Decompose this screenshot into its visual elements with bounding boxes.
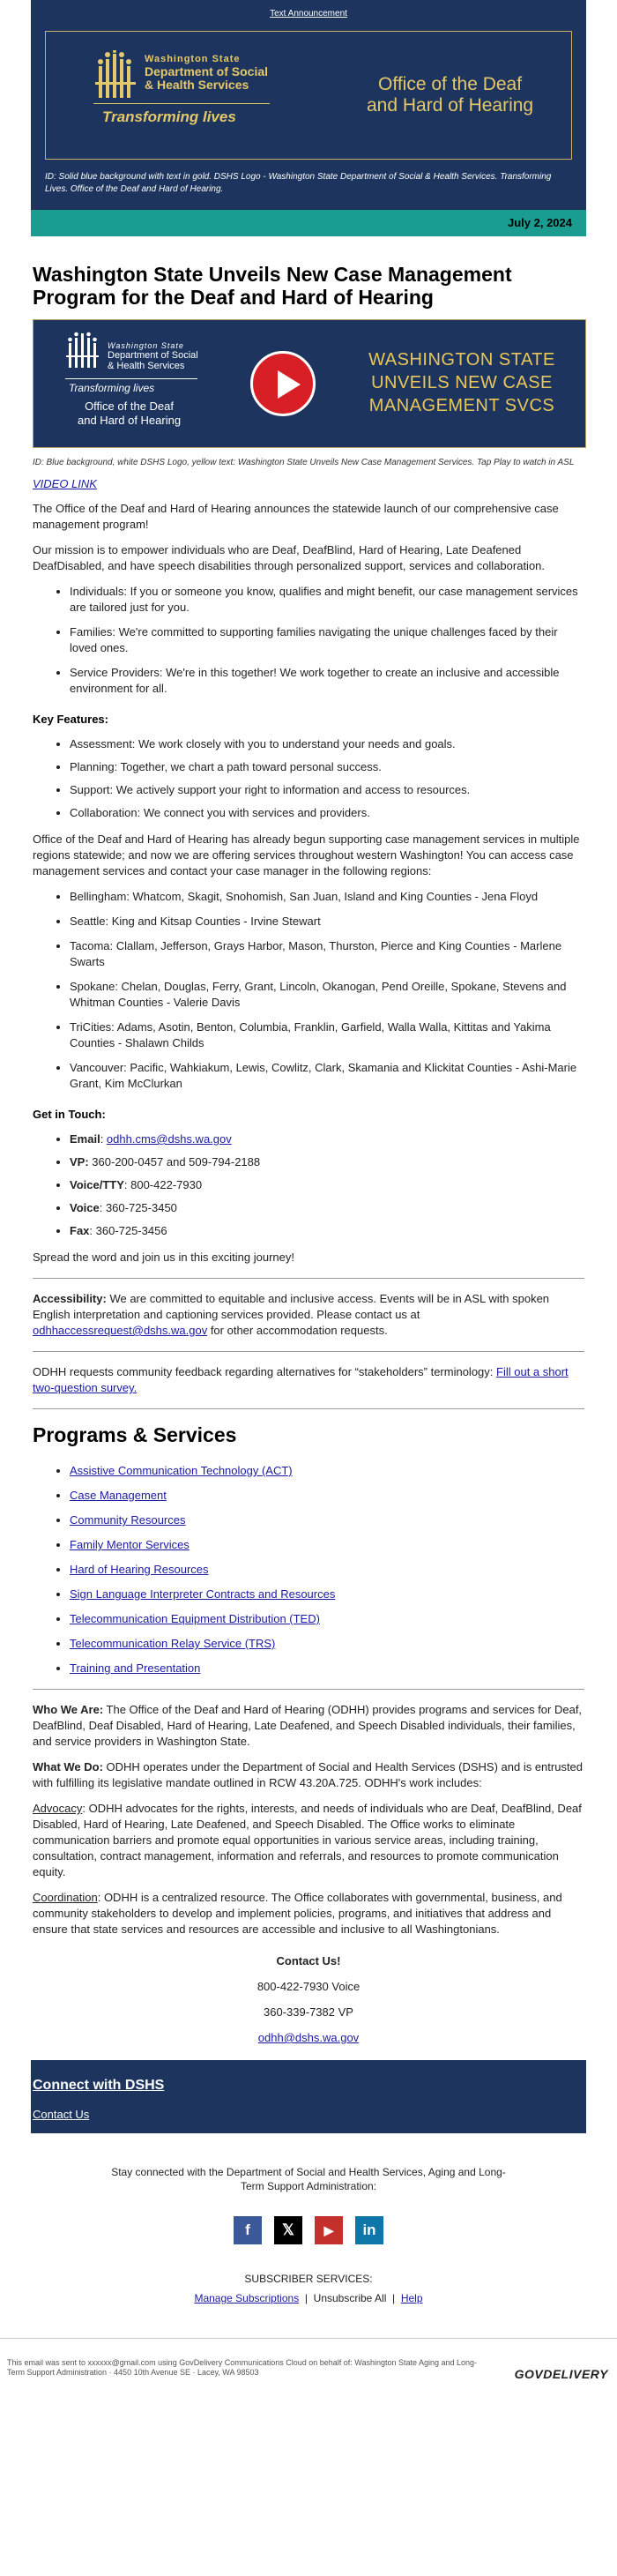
regions-list bbox=[33, 889, 584, 1092]
contact-us-heading bbox=[33, 1953, 584, 1969]
video-logo-line2: Department of Social bbox=[108, 350, 198, 361]
contact-us-email-link[interactable]: odhh@dshs.wa.gov bbox=[257, 2031, 360, 2044]
list-item bbox=[70, 1636, 584, 1652]
list-item: • Vancouver: Pacific, Wahkiakum, Lewis, Cowlitz, Clark, Skamania and Klickitat Counties - Ashi-Marie Grant, Kim McClurkan bbox=[70, 1060, 584, 1092]
list-item: • Planning: Together, we chart a path toward personal success. bbox=[70, 759, 584, 775]
issue-date: July 2, 2024 bbox=[508, 216, 572, 229]
logo-divider bbox=[93, 103, 270, 104]
connect-section bbox=[31, 2060, 586, 2133]
unsubscribe-all-link[interactable]: Unsubscribe All bbox=[313, 2292, 387, 2304]
help-link[interactable]: Help bbox=[400, 2292, 423, 2304]
coordination bbox=[33, 1890, 584, 1938]
x-twitter-icon[interactable]: 𝕏 bbox=[274, 2216, 302, 2244]
list-item bbox=[70, 1488, 584, 1504]
connect-inner bbox=[31, 2078, 586, 2121]
logo-line2 bbox=[145, 65, 268, 92]
text-announcement-link[interactable]: Text Announcement bbox=[270, 9, 347, 19]
video-headline-line3: MANAGEMENT SVCS bbox=[368, 396, 555, 415]
email-container bbox=[31, 0, 586, 2133]
separator: | bbox=[301, 2292, 314, 2304]
video-dshs-emblem-icon bbox=[65, 331, 102, 371]
contact-label: Fax bbox=[70, 1224, 90, 1237]
programs-list bbox=[33, 1463, 584, 1676]
video-link[interactable]: VIDEO LINK bbox=[33, 477, 97, 490]
list-item: • Seattle: King and Kitsap Counties - Irvine Stewart bbox=[70, 914, 584, 930]
video-office-name bbox=[78, 399, 181, 428]
list-item: • Assessment: We work closely with you to understand your needs and goals. bbox=[70, 736, 584, 752]
regions-intro: Office of the Deaf and Hard of Hearing has already begun supporting case management services in multiple regions statewide; and now we are offering services throughout western Washington! You can access case management services and contact your case manager in the following regions: bbox=[33, 833, 580, 877]
contact-list bbox=[33, 1131, 584, 1239]
play-icon[interactable] bbox=[250, 351, 316, 416]
divider bbox=[33, 1408, 584, 1409]
video-image-description: ID: Blue background, white DSHS Logo, yellow text: Washington State Unveils New Case Management Services. Tap Play to watch in ASL bbox=[33, 458, 575, 467]
contact-voice-tty bbox=[70, 1177, 584, 1193]
feedback-text: ODHH requests community feedback regarding alternatives for “stakeholders” terminology: bbox=[33, 1365, 497, 1378]
video-thumbnail[interactable] bbox=[33, 319, 586, 448]
audience-list bbox=[33, 584, 584, 697]
video-office-line1: Office of the Deaf bbox=[85, 399, 174, 413]
manage-subscriptions-link[interactable]: Manage Subscriptions bbox=[194, 2292, 300, 2304]
header-banner bbox=[45, 31, 572, 160]
divider bbox=[33, 1351, 584, 1352]
youtube-icon[interactable]: ▶ bbox=[315, 2216, 343, 2244]
mission-paragraph: Our mission is to empower individuals who are Deaf, DeafBlind, Hard of Hearing, Late Deafened DeafDisabled, and have speech disabilities through personalized support, services and collaboration. bbox=[33, 543, 546, 572]
social-icons bbox=[0, 2216, 617, 2244]
office-title bbox=[367, 74, 533, 116]
stay-connected-text: Stay connected with the Department of Social and Health Services, Aging and Long-Term Support Administration: bbox=[111, 2166, 506, 2192]
video-logo-divider bbox=[65, 378, 197, 379]
logo-line2-text: Department of Social bbox=[145, 64, 269, 78]
contact-label: Email bbox=[70, 1132, 100, 1146]
video-logo-line3: & Health Services bbox=[108, 361, 185, 371]
video-logo-line1: Washington State bbox=[108, 341, 184, 350]
video-office-line2: and Hard of Hearing bbox=[78, 414, 182, 427]
divider bbox=[33, 1689, 584, 1690]
advocacy-text: : ODHH advocates for the rights, interests, and needs of individuals who are Deaf, DeafBlind, Deaf Disabled, Hard of Hearing, Late Deafened, and Speech Disabled. The Office works to eliminate communication barriers and promote equal opportunities in various service areas, including training, consultation, contract management, information and referrals, and resources to promote communication equity. bbox=[33, 1802, 582, 1878]
survey-link[interactable]: Fill out a short two-question survey. bbox=[33, 1365, 569, 1394]
contact-value: : 800-422-7930 bbox=[123, 1178, 203, 1191]
contact-label: VP: bbox=[70, 1155, 89, 1169]
list-item bbox=[70, 1537, 584, 1553]
contact-us-title: Contact Us! bbox=[276, 1954, 341, 1967]
list-item bbox=[70, 1661, 584, 1676]
accessibility-suffix: for other accommodation requests. bbox=[207, 1324, 388, 1337]
contact-email-link[interactable]: odhh.cms@dshs.wa.gov bbox=[106, 1132, 232, 1146]
programs-heading: Programs & Services bbox=[33, 1423, 237, 1446]
video-logo-lines bbox=[108, 350, 198, 371]
contact-us-email bbox=[33, 2030, 584, 2046]
connect-contact-link[interactable]: Contact Us bbox=[33, 2108, 90, 2121]
what-label: What We Do: bbox=[33, 1760, 103, 1773]
advocacy-label: Advocacy bbox=[33, 1802, 83, 1815]
video-logo-tagline: Transforming lives bbox=[69, 382, 155, 394]
who-label: Who We Are: bbox=[33, 1703, 104, 1716]
accessibility-label: Accessibility: bbox=[33, 1292, 107, 1305]
video-headline bbox=[347, 348, 576, 417]
list-item: • Families: We're committed to supporting families navigating the unique challenges faced by their loved ones. bbox=[70, 624, 584, 656]
intro-paragraph: The Office of the Deaf and Hard of Hearing announces the statewide launch of our comprehensive case management program! bbox=[33, 502, 559, 531]
logo-line3-text: & Health Services bbox=[145, 78, 249, 92]
who-we-are bbox=[33, 1702, 584, 1750]
article-title: Washington State Unveils New Case Management Program for the Deaf and Hard of Hearing bbox=[33, 263, 512, 309]
linkedin-icon[interactable]: in bbox=[355, 2216, 383, 2244]
list-item: • Spokane: Chelan, Douglas, Ferry, Grant, Lincoln, Okanogan, Pend Oreille, Spokane, Stevens and Whitman Counties - Valerie Davis bbox=[70, 979, 584, 1011]
contact-voice bbox=[70, 1200, 584, 1216]
contact-vp bbox=[70, 1154, 584, 1170]
program-link-community-resources[interactable]: Community Resources bbox=[70, 1513, 186, 1527]
text-announcement bbox=[31, 7, 586, 31]
facebook-icon[interactable]: f bbox=[234, 2216, 262, 2244]
program-link-training[interactable]: Training and Presentation bbox=[70, 1661, 201, 1675]
contact-us-vp: 360-339-7382 VP bbox=[264, 2005, 353, 2019]
program-link-hard-of-hearing[interactable]: Hard of Hearing Resources bbox=[70, 1563, 209, 1576]
sent-to-text: This email was sent to xxxxxx@gmail.com using GovDelivery Communications Cloud on behalf of: Washington State Aging and Long-Term Support Administration · 4450 10th Avenue SE · Lacey, WA 98503 bbox=[7, 2358, 478, 2377]
header-section bbox=[31, 0, 586, 210]
divider bbox=[33, 1278, 584, 1279]
advocacy bbox=[33, 1801, 584, 1880]
video-headline-line1: WASHINGTON STATE bbox=[368, 350, 555, 370]
list-item bbox=[70, 1611, 584, 1627]
govdelivery-logo: GOVDELIVERY bbox=[514, 2367, 608, 2381]
coordination-label: Coordination bbox=[33, 1891, 98, 1904]
program-link-trs[interactable]: Telecommunication Relay Service (TRS) bbox=[70, 1637, 276, 1650]
key-features-list bbox=[33, 736, 584, 821]
program-link-act[interactable]: Assistive Communication Technology (ACT) bbox=[70, 1464, 293, 1477]
subscriber-links bbox=[0, 2290, 617, 2306]
what-we-do bbox=[33, 1759, 584, 1791]
subscriber-services-title: SUBSCRIBER SERVICES: bbox=[244, 2273, 373, 2285]
list-item bbox=[70, 1587, 584, 1602]
contact-label: Voice bbox=[70, 1201, 100, 1214]
list-item bbox=[70, 1463, 584, 1479]
program-link-case-management[interactable]: Case Management bbox=[70, 1489, 167, 1502]
get-in-touch-heading: Get in Touch: bbox=[33, 1108, 106, 1121]
list-item: • TriCities: Adams, Asotin, Benton, Columbia, Franklin, Garfield, Walla Walla, Kittitas and Yakima Counties - Shalawn Childs bbox=[70, 1019, 584, 1051]
dshs-logo bbox=[93, 47, 305, 144]
footer bbox=[0, 2338, 617, 2411]
office-title-line1: Office of the Deaf bbox=[378, 74, 523, 94]
accessibility-paragraph bbox=[33, 1291, 584, 1339]
video-dshs-logo bbox=[65, 331, 215, 437]
contact-us-voice: 800-422-7930 Voice bbox=[256, 1980, 361, 1993]
program-link-ted[interactable]: Telecommunication Equipment Distribution (TED) bbox=[70, 1612, 320, 1625]
office-title-line2: and Hard of Hearing bbox=[367, 95, 534, 116]
list-item bbox=[70, 1562, 584, 1578]
separator: | bbox=[389, 2292, 401, 2304]
coordination-text: : ODHH is a centralized resource. The Office collaborates with governmental, business, and community stakeholders to develop and implement policies, programs, and initiatives that address and ensure that state services and resources are accessible and inclusive to all Washingtonians. bbox=[33, 1891, 562, 1936]
program-link-interpreter[interactable]: Sign Language Interpreter Contracts and Resources bbox=[70, 1587, 336, 1601]
contact-label: Voice/TTY bbox=[70, 1178, 124, 1191]
who-text: The Office of the Deaf and Hard of Hearing (ODHH) provides programs and services for Deaf, DeafBlind, Deaf Disabled, Hard of Hearing, Late Deafened, and Speech Disabled individuals, their families, and service providers in Washington State. bbox=[33, 1703, 583, 1748]
main-content bbox=[31, 236, 586, 2046]
list-item: • Individuals: If you or someone you know, qualifies and might benefit, our case management services are tailored just for you. bbox=[70, 584, 584, 616]
contact-email: • Email: odhh.cms@dshs.wa.gov bbox=[70, 1131, 584, 1147]
accessibility-email-link[interactable]: odhhaccessrequest@dshs.wa.gov bbox=[33, 1324, 208, 1337]
program-link-family-mentor[interactable]: Family Mentor Services bbox=[70, 1538, 190, 1551]
spread-word: Spread the word and join us in this exciting journey! bbox=[33, 1251, 295, 1264]
what-text: ODHH operates under the Department of Social and Health Services (DSHS) and is entrusted with fulfilling its legislative mandate outlined in RCW 43.20A.725. ODHH's work includes: bbox=[33, 1760, 584, 1789]
contact-value: : 360-725-3450 bbox=[99, 1201, 177, 1214]
logo-line1: Washington State bbox=[145, 54, 241, 64]
contact-value: 360-200-0457 and 509-794-2188 bbox=[92, 1155, 261, 1169]
key-features-heading: Key Features: bbox=[33, 713, 108, 726]
dshs-emblem-icon bbox=[93, 50, 143, 103]
feedback-paragraph bbox=[33, 1364, 584, 1396]
list-item: • Service Providers: We're in this together! We work together to create an inclusive and accessible environment for all. bbox=[70, 665, 584, 697]
logo-tagline: Transforming lives bbox=[102, 108, 236, 125]
header-image-description: ID: Solid blue background with text in gold. DSHS Logo - Washington State Department of Social & Health Services. Transforming Lives. Office of the Deaf and Hard of Hearing. bbox=[45, 172, 552, 194]
video-headline-line2: UNVEILS NEW CASE bbox=[371, 373, 553, 392]
list-item: • Tacoma: Clallam, Jefferson, Grays Harbor, Mason, Thurston, Pierce and King Counties - Marlene Swarts bbox=[70, 938, 584, 970]
list-item: • Bellingham: Whatcom, Skagit, Snohomish, San Juan, Island and King Counties - Jena Floyd bbox=[70, 889, 584, 905]
list-item: • Collaboration: We connect you with services and providers. bbox=[70, 805, 584, 821]
list-item bbox=[70, 1512, 584, 1528]
connect-dshs-link[interactable]: Connect with DSHS bbox=[33, 2078, 165, 2093]
contact-fax bbox=[70, 1223, 584, 1239]
contact-value: : 360-725-3456 bbox=[89, 1224, 167, 1237]
accessibility-text: We are committed to equitable and inclusive access. Events will be in ASL with spoken English interpretation and captioning services provided. Please contact us at bbox=[33, 1292, 550, 1321]
date-bar bbox=[31, 210, 586, 236]
list-item: • Support: We actively support your right to information and access to resources. bbox=[70, 782, 584, 798]
